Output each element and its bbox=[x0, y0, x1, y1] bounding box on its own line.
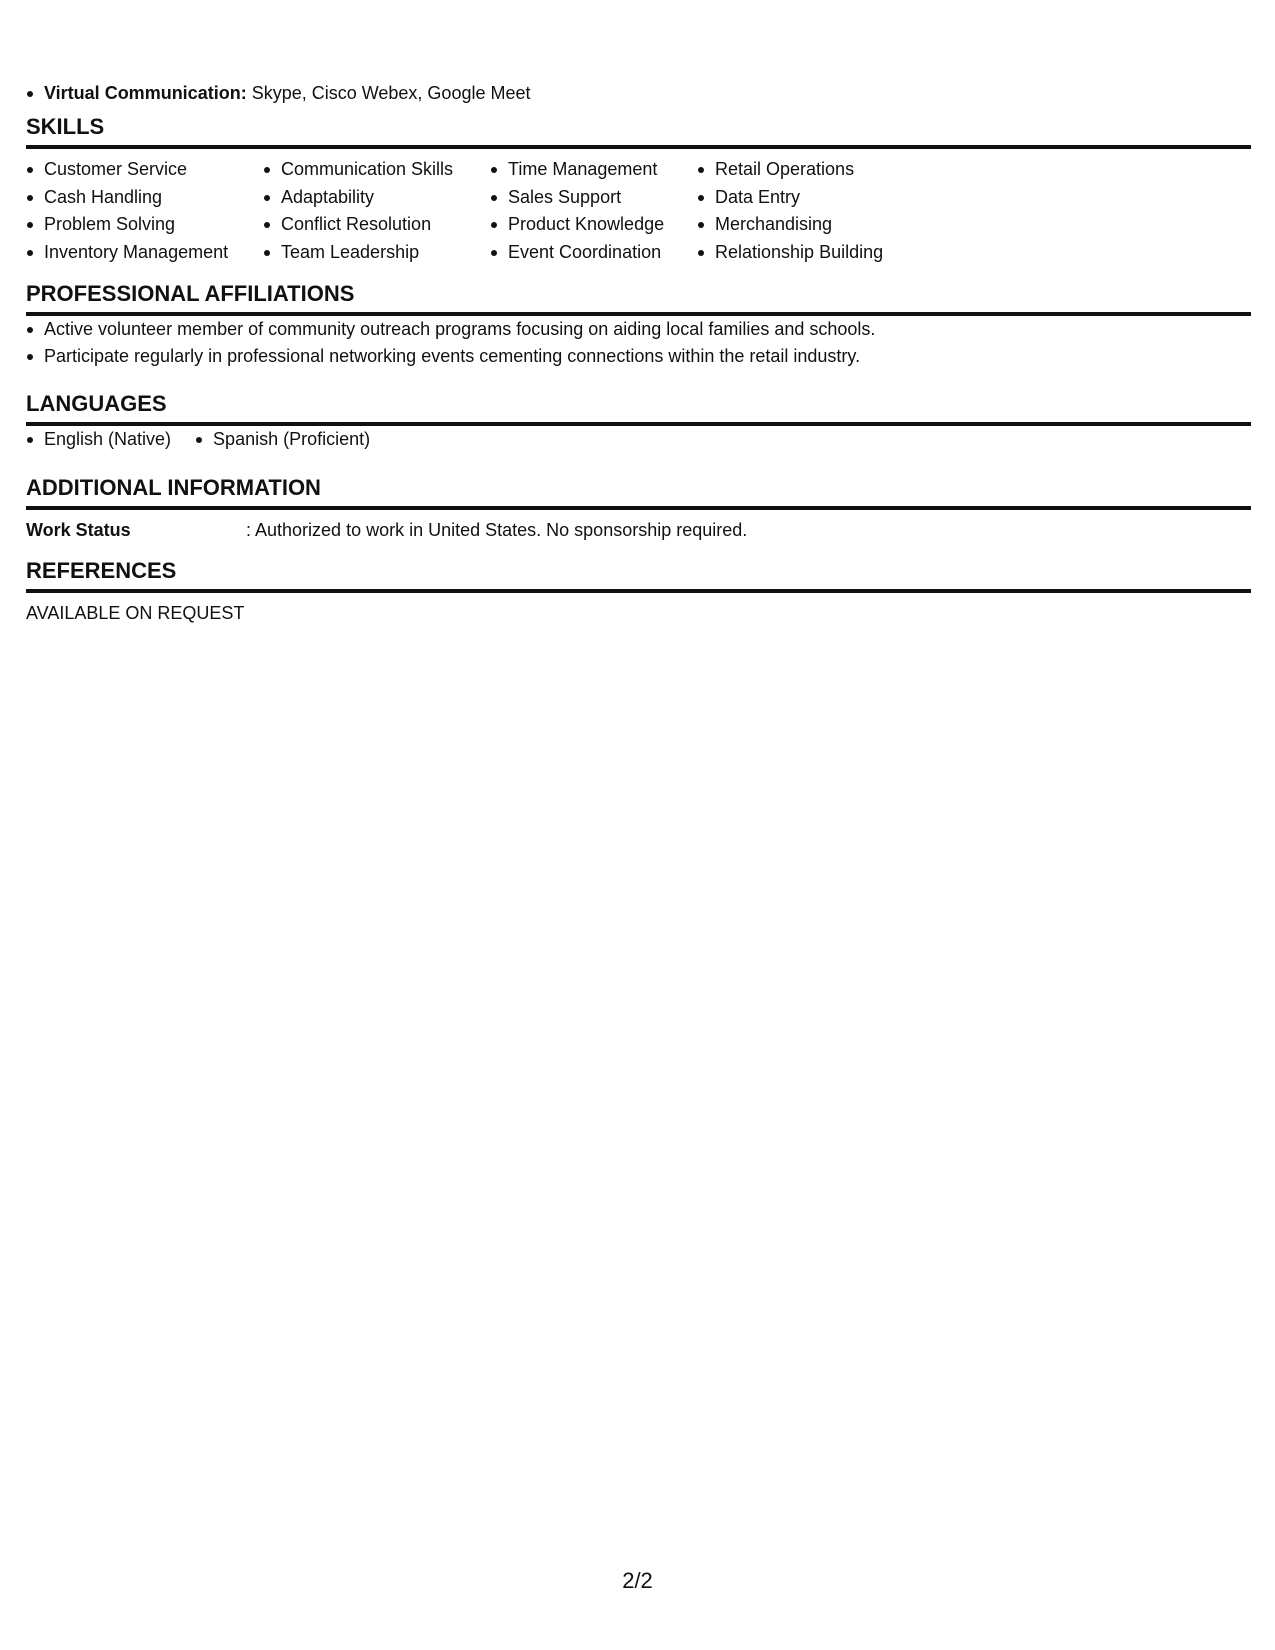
references-section bbox=[26, 557, 1251, 627]
affiliations-list bbox=[26, 316, 1251, 370]
list-item: Active volunteer member of community outreach programs focusing on aiding local families and schools. bbox=[26, 316, 1251, 343]
references-text: AVAILABLE ON REQUEST bbox=[26, 603, 245, 623]
skill-item: Customer Service bbox=[26, 156, 263, 184]
skills-section bbox=[26, 113, 1251, 266]
skill-item: Adaptability bbox=[263, 184, 490, 212]
section-title: PROFESSIONAL AFFILIATIONS bbox=[26, 280, 1251, 316]
language-item: Spanish (Proficient) bbox=[195, 426, 370, 453]
skill-item: Inventory Management bbox=[26, 239, 263, 267]
skill-item: Communication Skills bbox=[263, 156, 490, 184]
affiliations-section bbox=[26, 280, 1251, 370]
item-value: Skype, Cisco Webex, Google Meet bbox=[246, 83, 531, 103]
skills-grid bbox=[26, 149, 1251, 266]
skill-item: Product Knowledge bbox=[490, 211, 697, 239]
section-title: ADDITIONAL INFORMATION bbox=[26, 474, 1251, 510]
additional-info-section bbox=[26, 474, 1251, 544]
skills-column bbox=[490, 156, 697, 266]
page-number: 2/2 bbox=[622, 1568, 653, 1593]
skill-item: Merchandising bbox=[697, 211, 917, 239]
skills-column bbox=[697, 156, 917, 266]
skill-item: Sales Support bbox=[490, 184, 697, 212]
list-item: Participate regularly in professional networking events cementing connections within the retail industry. bbox=[26, 343, 1251, 370]
skill-item: Conflict Resolution bbox=[263, 211, 490, 239]
work-status-row bbox=[26, 510, 1251, 544]
skill-item: Retail Operations bbox=[697, 156, 917, 184]
languages-section bbox=[26, 390, 1251, 453]
skill-item: Team Leadership bbox=[263, 239, 490, 267]
section-title: SKILLS bbox=[26, 113, 1251, 149]
list-item bbox=[26, 80, 531, 107]
skills-column bbox=[263, 156, 490, 266]
skill-item: Relationship Building bbox=[697, 239, 917, 267]
section-title: LANGUAGES bbox=[26, 390, 1251, 426]
skill-item: Problem Solving bbox=[26, 211, 263, 239]
work-status-label: Work Status bbox=[26, 520, 131, 540]
resume-page bbox=[26, 0, 1251, 1650]
work-status-value: : Authorized to work in United States. No sponsorship required. bbox=[246, 520, 748, 540]
languages-list bbox=[26, 426, 1251, 453]
skill-item: Time Management bbox=[490, 156, 697, 184]
technical-skills-list bbox=[26, 80, 531, 107]
skill-item: Cash Handling bbox=[26, 184, 263, 212]
item-label: Virtual Communication: bbox=[44, 83, 247, 103]
skill-item: Event Coordination bbox=[490, 239, 697, 267]
skills-column bbox=[26, 156, 263, 266]
skill-item: Data Entry bbox=[697, 184, 917, 212]
language-item: English (Native) bbox=[26, 426, 171, 453]
section-title: REFERENCES bbox=[26, 557, 1251, 593]
